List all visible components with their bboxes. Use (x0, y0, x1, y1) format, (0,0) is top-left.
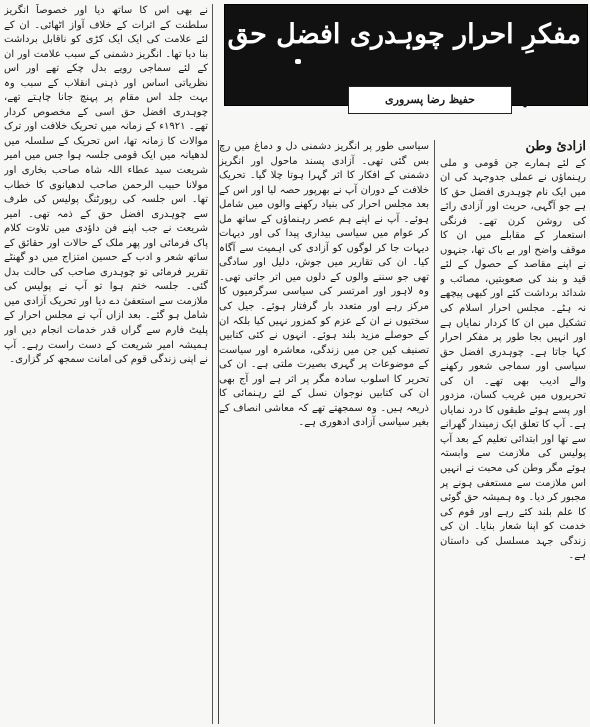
column-divider (212, 4, 213, 724)
column-subhead: آزادیٔ وطن (525, 140, 586, 154)
headline: مفکرِ احرار چوہدری افضل حق (227, 19, 581, 50)
byline-box (348, 86, 512, 114)
column-text: کے لئے ہمارے جن قومی و ملی رہنماؤں نے عملی جدوجہد کی ان میں ایک نام چوہدری افضل حق کا ہے جو آگہی، حریت اور آزادی رائے کی روشن کرن تھے۔ فرنگی استعمار کے مقابلے میں ان کا موقف واضح اور بے باک تھا، جنہوں نے اپنے مقاصد کے حصول کے لئے قید و بند کی صعوبتیں، مصائب و شدائد برداشت کئے اور کبھی پیچھے نہ ہٹے۔ مجلس احرار اسلام کی تشکیل میں ان کا کردار نمایاں ہے اور انہیں بجا طور پر مفکر احرار کہا جاتا ہے۔ چوہدری افضل حق سیاسی اور سماجی شعور رکھنے والے ادیب بھی تھے۔ ان کی تحریروں میں غریب کسان، مزدور اور پسے ہوئے طبقوں کا درد نمایاں ہے۔ آپ کا تعلق ایک زمیندار گھرانے سے تھا اور ابتدائی تعلیم کے بعد آپ پولیس کی ملازمت سے وابستہ ہوئے مگر وطن کی محبت نے انہیں اس ملازمت سے مستعفی ہونے پر مجبور کر دیا۔ وہ ہمیشہ حق گوئی کا علم بلند کئے رہے اور قوم کی خدمت کو اپنا شعار بنایا۔ ان کی زندگی جہد مسلسل کی داستان ہے۔ (440, 157, 586, 562)
article-column-2 (218, 140, 429, 724)
column-text: سیاسی طور پر انگریز دشمنی دل و دماغ میں رچ بس گئی تھی۔ آزادی پسند ماحول اور انگریز دشمنی کے افکار کا اثر گہرا ہوتا چلا گیا۔ تحریک خلافت کے دوران آپ نے بھرپور حصہ لیا اور اس کے بعد مجلس احرار کی بنیاد رکھنے والوں میں شامل ہوئے۔ آپ نے اپنے ہم عصر رہنماؤں کے ساتھ مل کر عوام میں سیاسی بیداری پیدا کی اور دیہات دیہات جا کر لوگوں کو آزادی کی اہمیت سے آگاہ کیا۔ ان کی تقاریر میں جوش، دلیل اور سادگی تھی جو سننے والوں کے دلوں میں اتر جاتی تھی۔ وہ لاہور اور امرتسر کی سیاسی سرگرمیوں کا مرکز رہے اور متعدد بار گرفتار ہوئے۔ جیل کی سختیوں نے ان کے عزم کو کمزور نہیں کیا بلکہ ان کے حوصلے مزید بلند ہوئے۔ انہوں نے کئی کتابیں تصنیف کیں جن میں زندگی، معاشرہ اور سیاست کے موضوعات پر گہری بصیرت ملتی ہے۔ ان کی تحریر کا اسلوب سادہ مگر پر اثر ہے اور آج بھی ان کی کتابیں نوجوان نسل کے لئے رہنمائی کا ذریعہ ہیں۔ وہ سمجھتے تھے کہ معاشی انصاف کے بغیر سیاسی آزادی ادھوری ہے۔ (219, 141, 429, 429)
flower-ornament-icon (514, 88, 536, 108)
column-text: نے بھی اس کا ساتھ دیا اور خصوصاً انگریز سلطنت کے اثرات کے خلاف آواز اٹھائی۔ ان کے لئے علامت کی ایک ایک کڑی کو ناقابل برداشت بنا دیا تھا۔ انگریز دشمنی کے سبب علامت اور ان کے لئے سماجی رویے بدل چکے تھے اور اس نظریاتی اساس اور ذہنی انقلاب کے سبب وہ بہت جلد اس مقام پر پہنچ جانا چاہتے تھے، چوہدری افضل حق اسی کے مخصوص کردار تھے۔ ۱۹۲۱ء کے زمانہ میں تحریک خلافت اور ترک موالات کا زمانہ تھا، اس تحریک کے سلسلہ میں لدھیانہ میں ایک قومی جلسہ ہوا جس میں امیر شریعت سید عطاء اللہ شاہ صاحب بخاری اور مولانا حبیب الرحمن صاحب لدھیانوی کا خطاب تھا۔ اس جلسہ کی رپورٹنگ پولیس کی طرف سے چوہدری افضل حق کے ذمہ تھی۔ امیر شریعت نے جب اپنے فن داؤدی میں تلاوت کلام پاک فرمائی اور پھر ملک کے حالات اور حقائق کے ساتھ شعر و ادب کے حسین امتزاج میں دو گھنٹے تقریر فرمائی تو چوہدری صاحب کی حالت بدل گئی۔ جلسہ ختم ہوا تو آپ نے پولیس کی ملازمت سے استعفیٰ دے دیا اور تحریک آزادی میں شامل ہو گئے۔ بعد ازاں آپ نے مجلس احرار کے پلیٹ فارم سے گراں قدر خدمات انجام دیں اور ہمیشہ امیر شریعت کے دست راست رہے۔ آپ نے اپنی زندگی قوم کی امانت سمجھ کر گزاری۔ (4, 5, 208, 366)
article-column-1 (440, 140, 586, 724)
article-column-3 (4, 4, 208, 724)
byline: حفیظ رضا پسروری (385, 93, 475, 106)
column-divider (434, 140, 435, 724)
banner-ornament (295, 59, 301, 64)
